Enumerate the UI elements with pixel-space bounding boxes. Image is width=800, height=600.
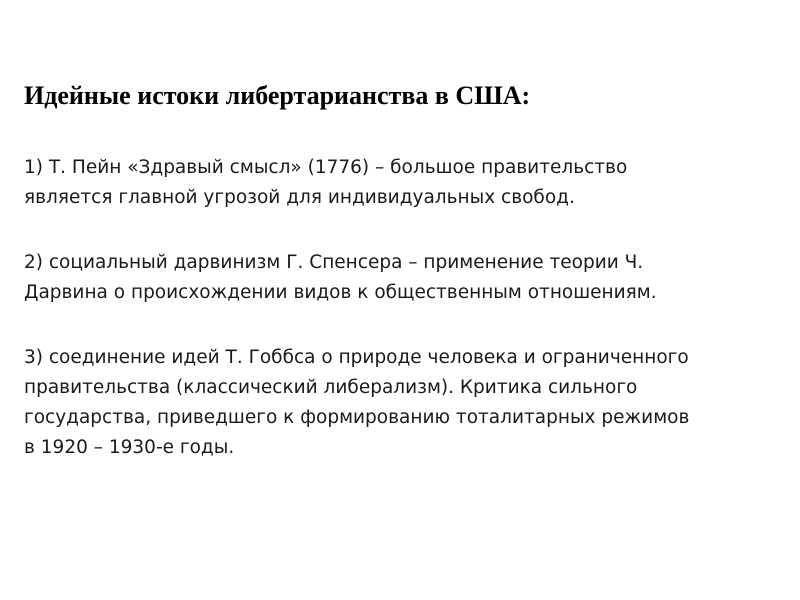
point-3-line-2: правительства (классический либерализм). Критика сильного bbox=[24, 377, 638, 398]
point-2-line-1: 2) социальный дарвинизм Г. Спенсера – применение теории Ч. bbox=[24, 252, 644, 273]
point-2 bbox=[24, 248, 784, 308]
point-1 bbox=[24, 153, 784, 213]
slide-title: Идейные истоки либертарианства в США: bbox=[24, 81, 531, 110]
point-2-line-2: Дарвина о происхождении видов к общественным отношениям. bbox=[24, 282, 657, 303]
point-3-line-4: в 1920 – 1930-е годы. bbox=[24, 437, 235, 458]
point-3 bbox=[24, 343, 784, 463]
point-1-line-2: является главной угрозой для индивидуальных свобод. bbox=[24, 187, 575, 208]
point-3-line-3: государства, приведшего к формированию тоталитарных режимов bbox=[24, 407, 690, 428]
point-3-line-1: 3) соединение идей Т. Гоббса о природе человека и ограниченного bbox=[24, 347, 689, 368]
point-1-line-1: 1) Т. Пейн «Здравый смысл» (1776) – большое правительство bbox=[24, 157, 628, 178]
